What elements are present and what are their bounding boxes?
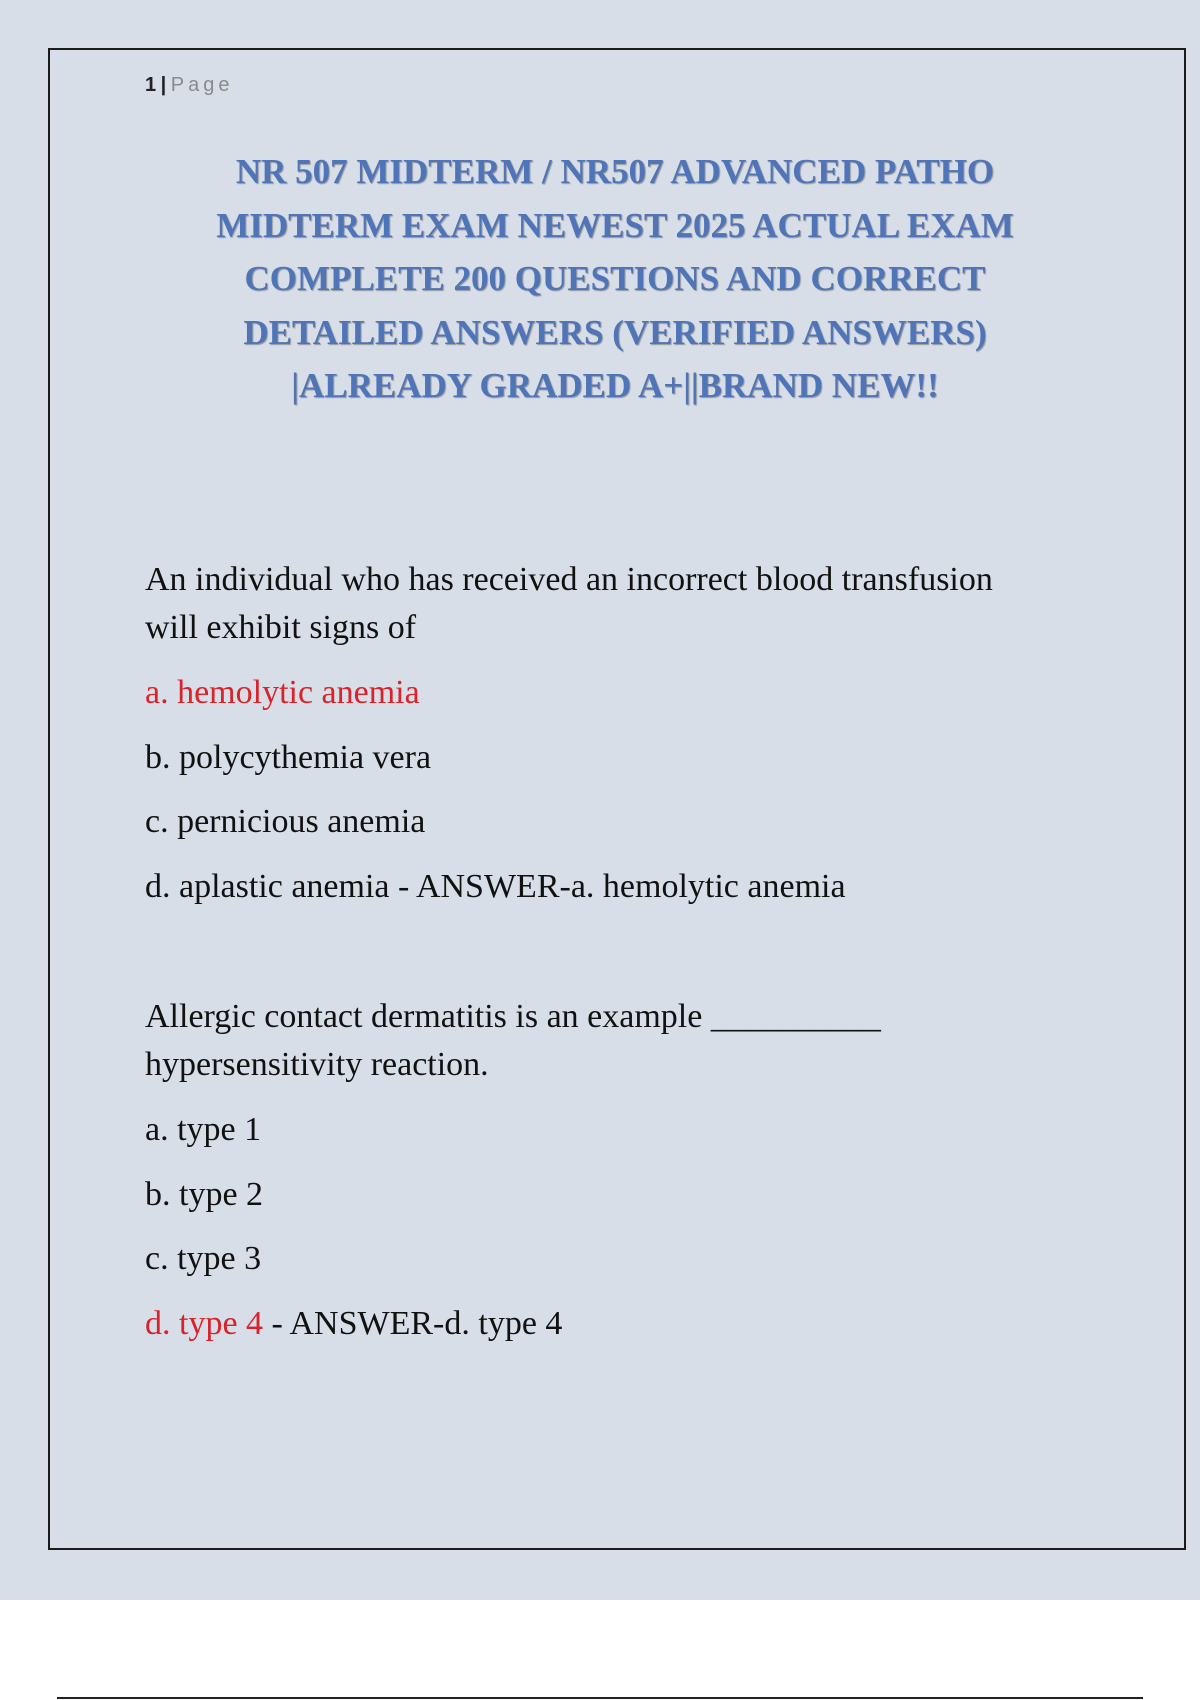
- question-2-stem: [145, 993, 1085, 1089]
- question-1-option-c: c. pernicious anemia: [145, 803, 426, 840]
- title-line: |ALREADY GRADED A+||BRAND NEW!!: [291, 366, 939, 405]
- page-label: Page: [170, 74, 234, 96]
- question-stem-line: will exhibit signs of: [145, 609, 417, 646]
- title-line: DETAILED ANSWERS (VERIFIED ANSWERS): [243, 312, 987, 352]
- question-1-option-b: b. polycythemia vera: [145, 739, 432, 776]
- question-2-option-d: [145, 1300, 562, 1348]
- question-2-option-c: c. type 3: [145, 1240, 262, 1277]
- page-header: [145, 74, 233, 97]
- title-line: MIDTERM EXAM NEWEST 2025 ACTUAL EXAM: [216, 205, 1014, 245]
- question-1-option-d: d. aplastic anemia - ANSWER-a. hemolytic anemia: [145, 868, 846, 905]
- question-2-option-a: a. type 1: [145, 1111, 262, 1148]
- question-stem-line: hypersensitivity reaction.: [145, 1046, 489, 1083]
- question-stem-line: Allergic contact dermatitis is an example __________: [145, 998, 881, 1035]
- footer-divider: [57, 1697, 1143, 1699]
- document-title: [145, 145, 1085, 413]
- question-1-option-a: a. hemolytic anemia: [145, 674, 420, 711]
- answer-key: - ANSWER-d. type 4: [263, 1305, 563, 1342]
- question-stem-line: An individual who has received an incorrect blood transfusion: [145, 561, 993, 598]
- correct-answer-highlight: d. type 4: [145, 1305, 264, 1342]
- title-line: NR 507 MIDTERM / NR507 ADVANCED PATHO: [235, 152, 995, 191]
- page-number: 1: [145, 74, 157, 96]
- question-2-option-b: b. type 2: [145, 1176, 264, 1213]
- title-line: COMPLETE 200 QUESTIONS AND CORRECT: [244, 259, 986, 298]
- page-separator: |: [160, 74, 167, 96]
- question-1-stem: [145, 556, 1085, 652]
